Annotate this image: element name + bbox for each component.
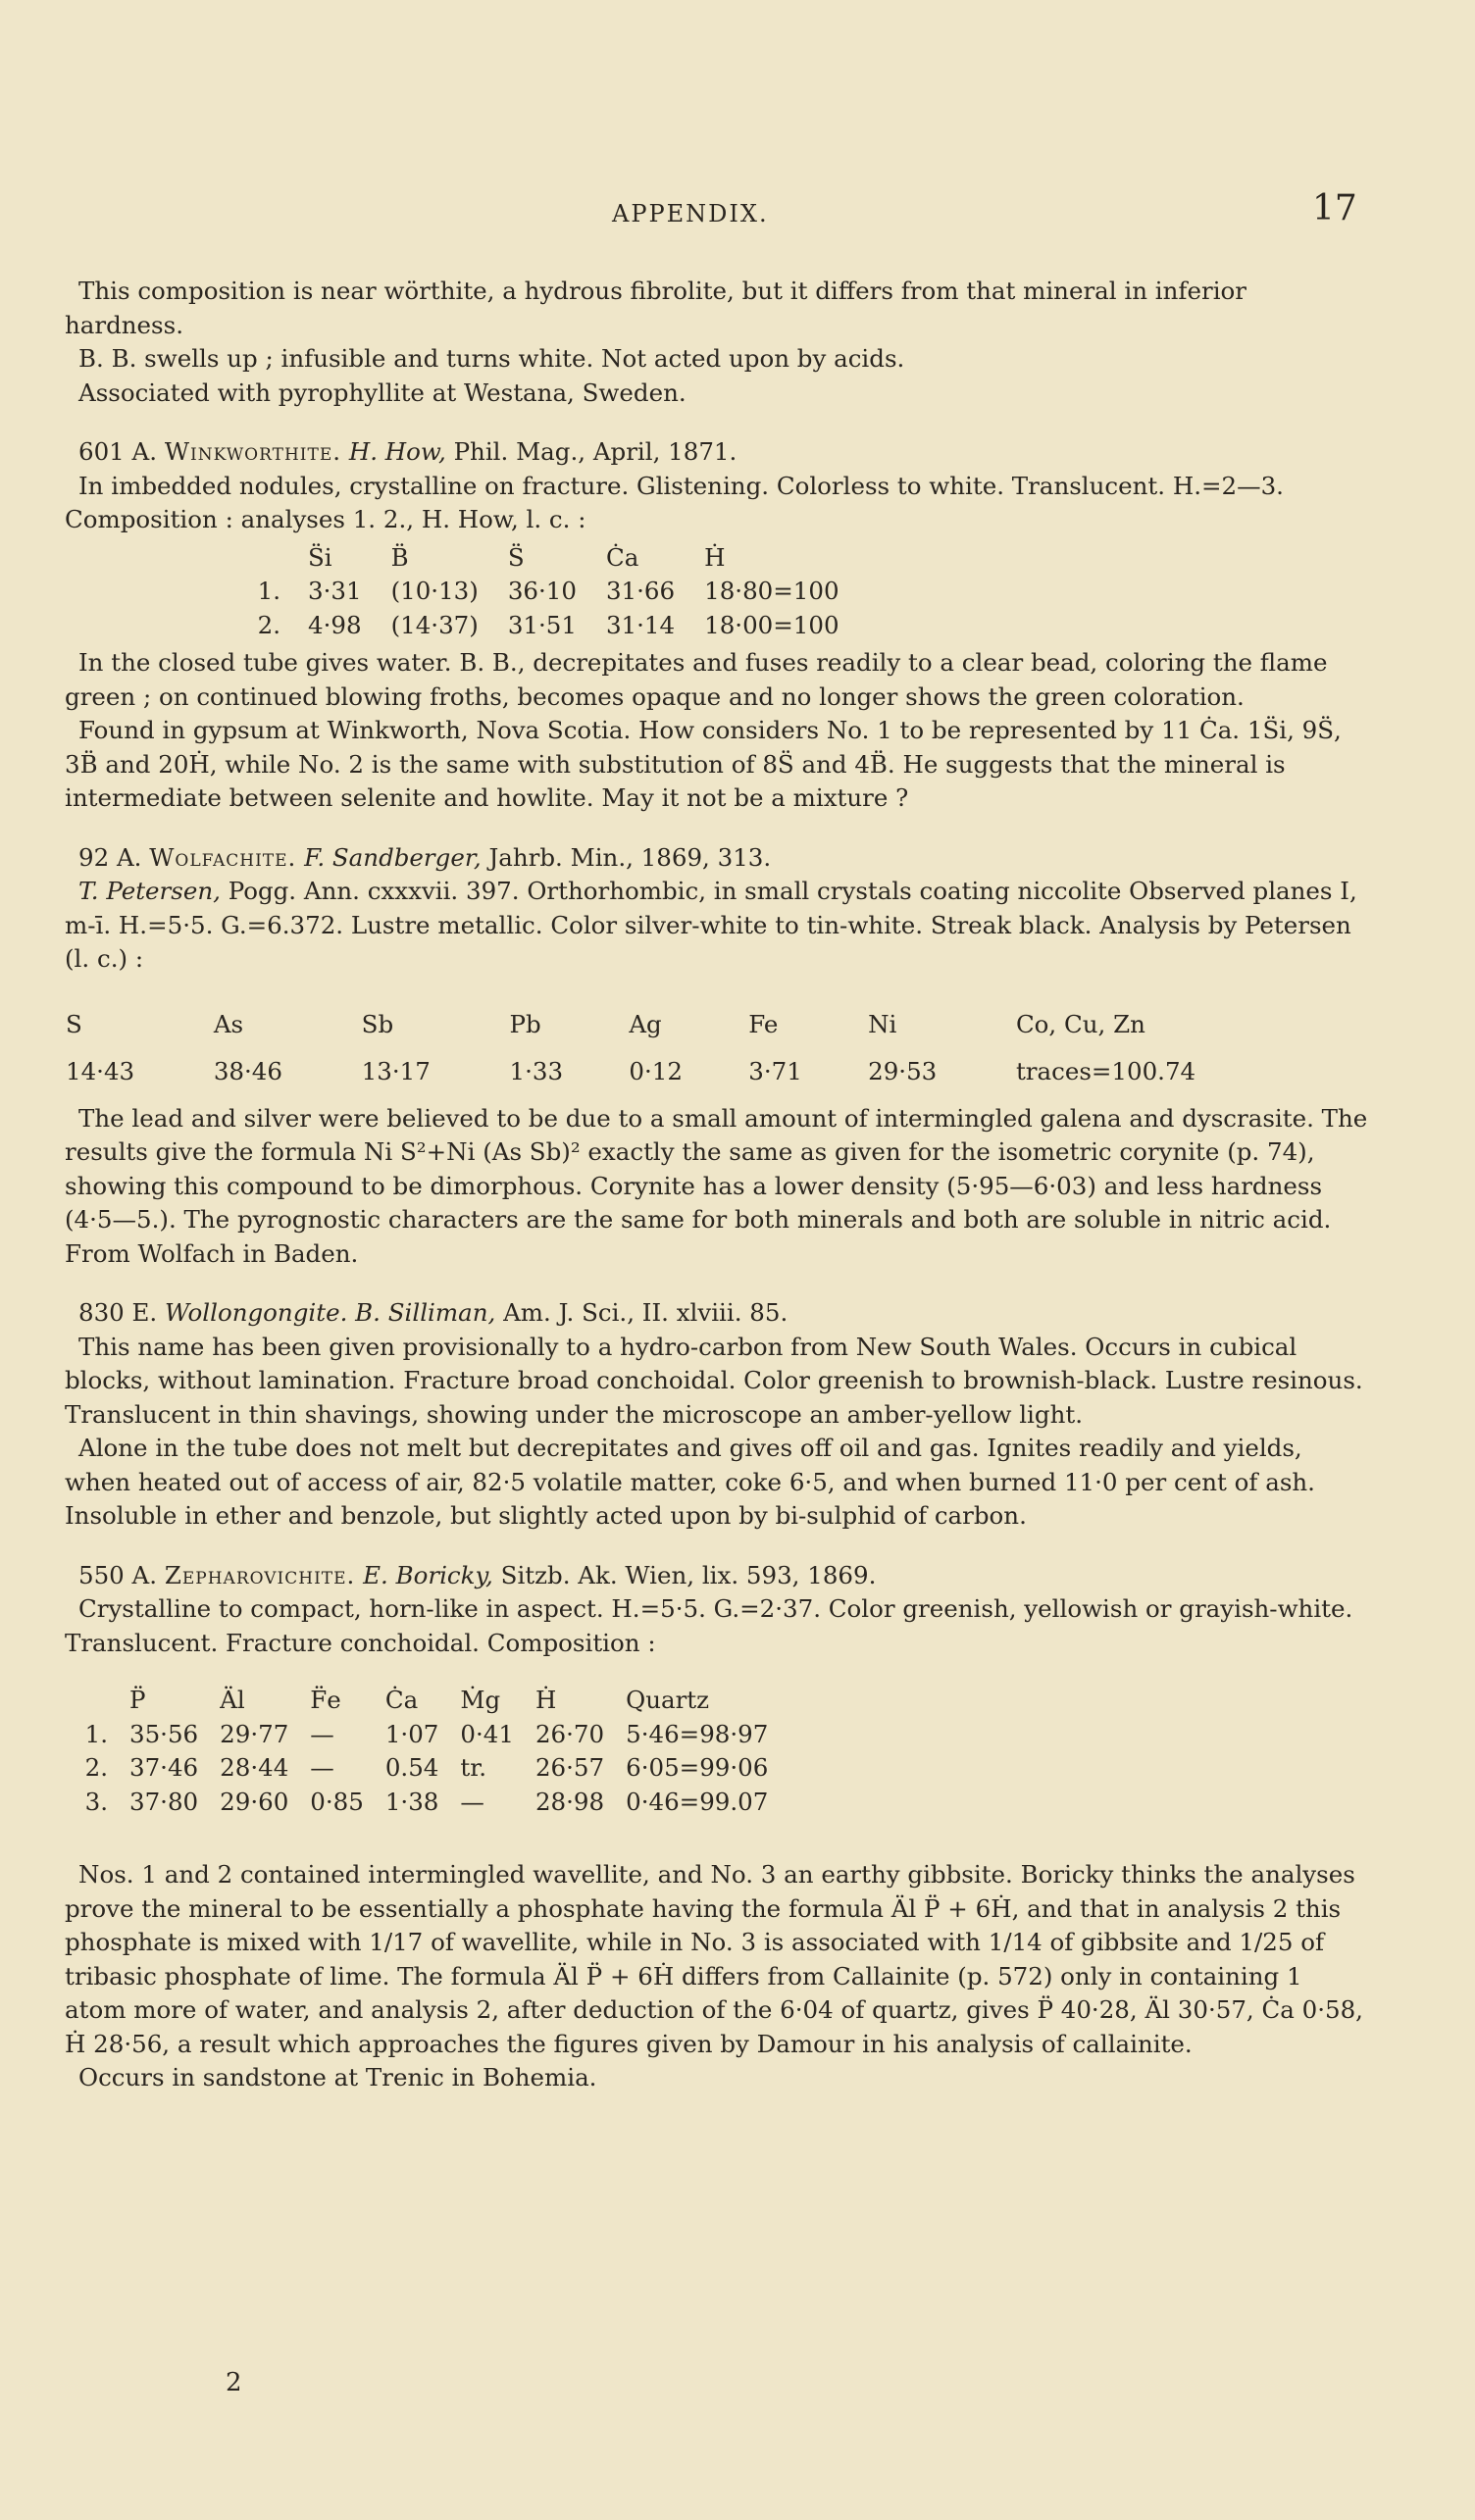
table-cell: 0·41 bbox=[460, 1719, 514, 1748]
table-cell: 1·33 bbox=[509, 1057, 564, 1085]
entry-name: Zepharovichite. bbox=[164, 1560, 356, 1589]
entry-author: B. Silliman, bbox=[355, 1298, 496, 1327]
row-number: 1. bbox=[257, 577, 280, 605]
entry-reference: Sitzb. Ak. Wien, lix. 593, 1869. bbox=[500, 1560, 877, 1589]
row-number: 3. bbox=[84, 1787, 108, 1816]
entry-winkworthite bbox=[65, 435, 1369, 816]
table-cell: 1·38 bbox=[384, 1787, 439, 1816]
table-cell: 0·46=99.07 bbox=[626, 1787, 769, 1816]
entry-paragraph: Found in gypsum at Winkworth, Nova Scotia. How considers No. 1 to be represented by 11 Ċa. 1S̈i, 9S̈, 3B̈ and 20Ḣ, while No. 2 is the same with substitution of 8S̈ and 4B̈. He suggests that the mineral is intermediate between selenite and howlite. May it not be a mixture ? bbox=[65, 716, 1342, 812]
table-cell: 29·60 bbox=[220, 1787, 289, 1816]
table-cell: — bbox=[310, 1753, 334, 1782]
intro-line: B. B. swells up ; infusible and turns white. Not acted upon by acids. bbox=[78, 344, 905, 373]
table-row bbox=[231, 609, 869, 643]
column-header: Sb bbox=[361, 1010, 394, 1038]
table-row bbox=[75, 1751, 789, 1786]
entry-description: Crystalline to compact, horn-like in aspect. H.=5·5. G.=2·37. Color greenish, yellowish or grayish-white. Translucent. Fracture conchoidal. Composition : bbox=[65, 1594, 1353, 1657]
intro-line: Associated with pyrophyllite at Westana, Sweden. bbox=[78, 378, 687, 407]
table-cell: (10·13) bbox=[390, 577, 479, 605]
entry-paragraph: This name has been given provisionally to a hydro-carbon from New South Wales. Occurs in cubical blocks, without lamination. Fracture broad conchoidal. Color greenish to brownish-black. Lustre resinous. Translucent in thin shavings, showing under the microscope an amber-yellow light. bbox=[65, 1332, 1363, 1429]
table-cell: 3·31 bbox=[308, 577, 362, 605]
column-header: Ḣ bbox=[704, 542, 726, 572]
table-cell: 6·05=99·06 bbox=[626, 1753, 769, 1782]
entry-number: 550 A. bbox=[78, 1560, 158, 1589]
entry-author: F. Sandberger, bbox=[304, 842, 482, 872]
table-header-row bbox=[65, 996, 1369, 1043]
column-header: Quartz bbox=[626, 1686, 710, 1714]
table-cell: 29·77 bbox=[220, 1719, 289, 1748]
table-cell: 31·51 bbox=[507, 610, 577, 639]
table-row bbox=[231, 575, 869, 609]
table-cell: 18·00=100 bbox=[704, 610, 839, 639]
table-cell: 35·56 bbox=[129, 1719, 199, 1748]
page-header bbox=[0, 188, 1475, 237]
column-header: F̈e bbox=[310, 1686, 341, 1714]
table-cell: 28·98 bbox=[534, 1787, 605, 1816]
row-number: 2. bbox=[257, 610, 280, 639]
row-number: 1. bbox=[84, 1719, 108, 1748]
column-header: Pb bbox=[509, 1010, 541, 1038]
table-cell: 37·46 bbox=[129, 1753, 199, 1782]
entry-wollongongite bbox=[65, 1296, 1369, 1534]
entry-number: 92 A. bbox=[78, 842, 142, 872]
signature-mark: 2 bbox=[226, 2368, 242, 2397]
table-cell: 38·46 bbox=[213, 1057, 282, 1085]
column-header: Co, Cu, Zn bbox=[1015, 1010, 1145, 1038]
entry-heading bbox=[65, 1296, 1369, 1331]
table-cell: 0.54 bbox=[384, 1753, 439, 1782]
table-cell: (14·37) bbox=[390, 610, 479, 639]
column-header: Ḣ bbox=[534, 1686, 557, 1714]
column-header: S bbox=[66, 1010, 82, 1038]
table-cell: 4·98 bbox=[308, 610, 362, 639]
entry-heading bbox=[65, 841, 1369, 876]
table-header-row bbox=[231, 541, 869, 576]
table-row bbox=[75, 1786, 789, 1820]
table-cell: traces=100.74 bbox=[1015, 1057, 1196, 1085]
table-cell: 0·12 bbox=[629, 1057, 683, 1085]
column-header: B̈ bbox=[390, 542, 409, 572]
table-cell: 18·80=100 bbox=[704, 577, 839, 605]
entry-author: E. Boricky, bbox=[363, 1560, 493, 1589]
table-cell: 14·43 bbox=[66, 1057, 135, 1085]
entry-name: Winkworthite. bbox=[164, 437, 342, 466]
intro-section bbox=[65, 275, 1369, 410]
entry-paragraph: In the closed tube gives water. B. B., decrepitates and fuses readily to a clear bead, coloring the flame green ; on continued blowing froths, becomes opaque and no longer shows the green coloration. bbox=[65, 648, 1328, 711]
column-header: Äl bbox=[220, 1686, 245, 1714]
table-cell: 36·10 bbox=[507, 577, 577, 605]
entry-wolfachite bbox=[65, 841, 1369, 1272]
entry-paragraph: The lead and silver were believed to be due to a small amount of intermingled galena and dyscrasite. The results give the formula Ni S²+Ni (As Sb)² exactly the same as given for the isometric corynite (p. 74), showing this compound to be dimorphous. Corynite has a lower density (5·95—6·03) and less hardness (4·5—5.). The pyrognostic characters are the same for both minerals and both are soluble in nitric acid. From Wolfach in Baden. bbox=[65, 1103, 1368, 1268]
entry-author: H. How, bbox=[348, 437, 446, 466]
table-cell: 26·57 bbox=[534, 1753, 605, 1782]
entry-paragraph: Occurs in sandstone at Trenic in Bohemia. bbox=[78, 2063, 597, 2092]
entry-name: Wollongongite. bbox=[165, 1298, 348, 1327]
column-header: Ṁg bbox=[460, 1686, 501, 1714]
column-header: As bbox=[213, 1010, 244, 1038]
column-header: Ag bbox=[629, 1010, 662, 1038]
entry-description-text: Pogg. Ann. cxxxvii. 397. Orthorhombic, in small crystals coating niccolite Observed planes I, m-ī. H.=5·5. G.=6.372. Lustre metallic. Color silver-white to tin-white. Streak black. Analysis by Petersen (l. c.) : bbox=[65, 877, 1357, 973]
table-cell: 5·46=98·97 bbox=[626, 1719, 769, 1748]
column-header: S̈ bbox=[507, 542, 525, 572]
analysis-table bbox=[231, 541, 869, 643]
entry-paragraph: Alone in the tube does not melt but decrepitates and gives off oil and gas. Ignites readily and yields, when heated out of access of air, 82·5 volatile matter, coke 6·5, and when burned 11·0 per cent of ash. Insoluble in ether and benzole, but slightly acted upon by bi-sulphid of carbon. bbox=[65, 1434, 1315, 1530]
table-cell: 31·14 bbox=[605, 610, 676, 639]
table-header-row bbox=[75, 1684, 789, 1718]
table-cell: — bbox=[310, 1719, 334, 1748]
table-cell: 3·71 bbox=[748, 1057, 802, 1085]
entry-number: 830 E. bbox=[78, 1298, 158, 1327]
column-header: Ni bbox=[868, 1010, 897, 1038]
analysis-table bbox=[65, 996, 1369, 1090]
table-cell: 1·07 bbox=[384, 1719, 439, 1748]
table-row bbox=[65, 1043, 1369, 1090]
page-body bbox=[65, 275, 1369, 2121]
table-cell: tr. bbox=[460, 1753, 487, 1782]
analysis-table bbox=[75, 1684, 789, 1819]
column-header: P̈ bbox=[129, 1686, 146, 1714]
table-cell: 0·85 bbox=[310, 1787, 364, 1816]
table-cell: 28·44 bbox=[220, 1753, 289, 1782]
entry-description bbox=[65, 875, 1369, 977]
page-number: 17 bbox=[1312, 188, 1357, 228]
entry-paragraph: Nos. 1 and 2 contained intermingled wavellite, and No. 3 an earthy gibbsite. Boricky thinks the analyses prove the mineral to be essentially a phosphate having the formula Äl P̈ + 6Ḣ, and that in analysis 2 this phosphate is mixed with 1/17 of wavellite, while in No. 3 is associated with 1/14 of gibbsite and 1/25 of tribasic phosphate of lime. The formula Äl P̈ + 6Ḣ differs from Callainite (p. 572) only in containing 1 atom more of water, and analysis 2, after deduction of the 6·04 of quartz, gives P̈ 40·28, Äl 30·57, Ċa 0·58, Ḣ 28·56, a result which approaches the figures given by Damour in his analysis of callainite. bbox=[65, 1860, 1363, 2058]
entry-reference: Jahrb. Min., 1869, 313. bbox=[488, 842, 772, 872]
column-header: S̈i bbox=[308, 542, 332, 572]
entry-heading bbox=[65, 435, 1369, 470]
column-header: Fe bbox=[748, 1010, 779, 1038]
table-cell: 13·17 bbox=[361, 1057, 431, 1085]
entry-zepharovichite bbox=[65, 1559, 1369, 2095]
entry-name: Wolfachite. bbox=[149, 842, 297, 872]
intro-line: This composition is near wörthite, a hydrous fibrolite, but it differs from that mineral in inferior hardness. bbox=[65, 277, 1246, 339]
entry-heading bbox=[65, 1559, 1369, 1593]
table-cell: 37·80 bbox=[129, 1787, 199, 1816]
column-header: Ċa bbox=[605, 542, 639, 572]
row-number: 2. bbox=[84, 1753, 108, 1782]
table-cell: 31·66 bbox=[605, 577, 676, 605]
column-header: Ċa bbox=[384, 1686, 419, 1714]
running-title: APPENDIX. bbox=[612, 200, 769, 227]
entry-description: In imbedded nodules, crystalline on fracture. Glistening. Colorless to white. Translucent. H.=2—3. Composition : analyses 1. 2., H. How, l. c. : bbox=[65, 471, 1284, 533]
table-row bbox=[75, 1718, 789, 1752]
entry-reference: Phil. Mag., April, 1871. bbox=[453, 437, 738, 466]
entry-number: 601 A. bbox=[78, 437, 158, 466]
entry-author-secondary: T. Petersen, bbox=[78, 877, 221, 905]
table-cell: 26·70 bbox=[534, 1719, 605, 1748]
table-cell: 29·53 bbox=[868, 1057, 938, 1085]
table-cell: — bbox=[460, 1787, 484, 1816]
entry-reference: Am. J. Sci., II. xlviii. 85. bbox=[503, 1298, 788, 1327]
